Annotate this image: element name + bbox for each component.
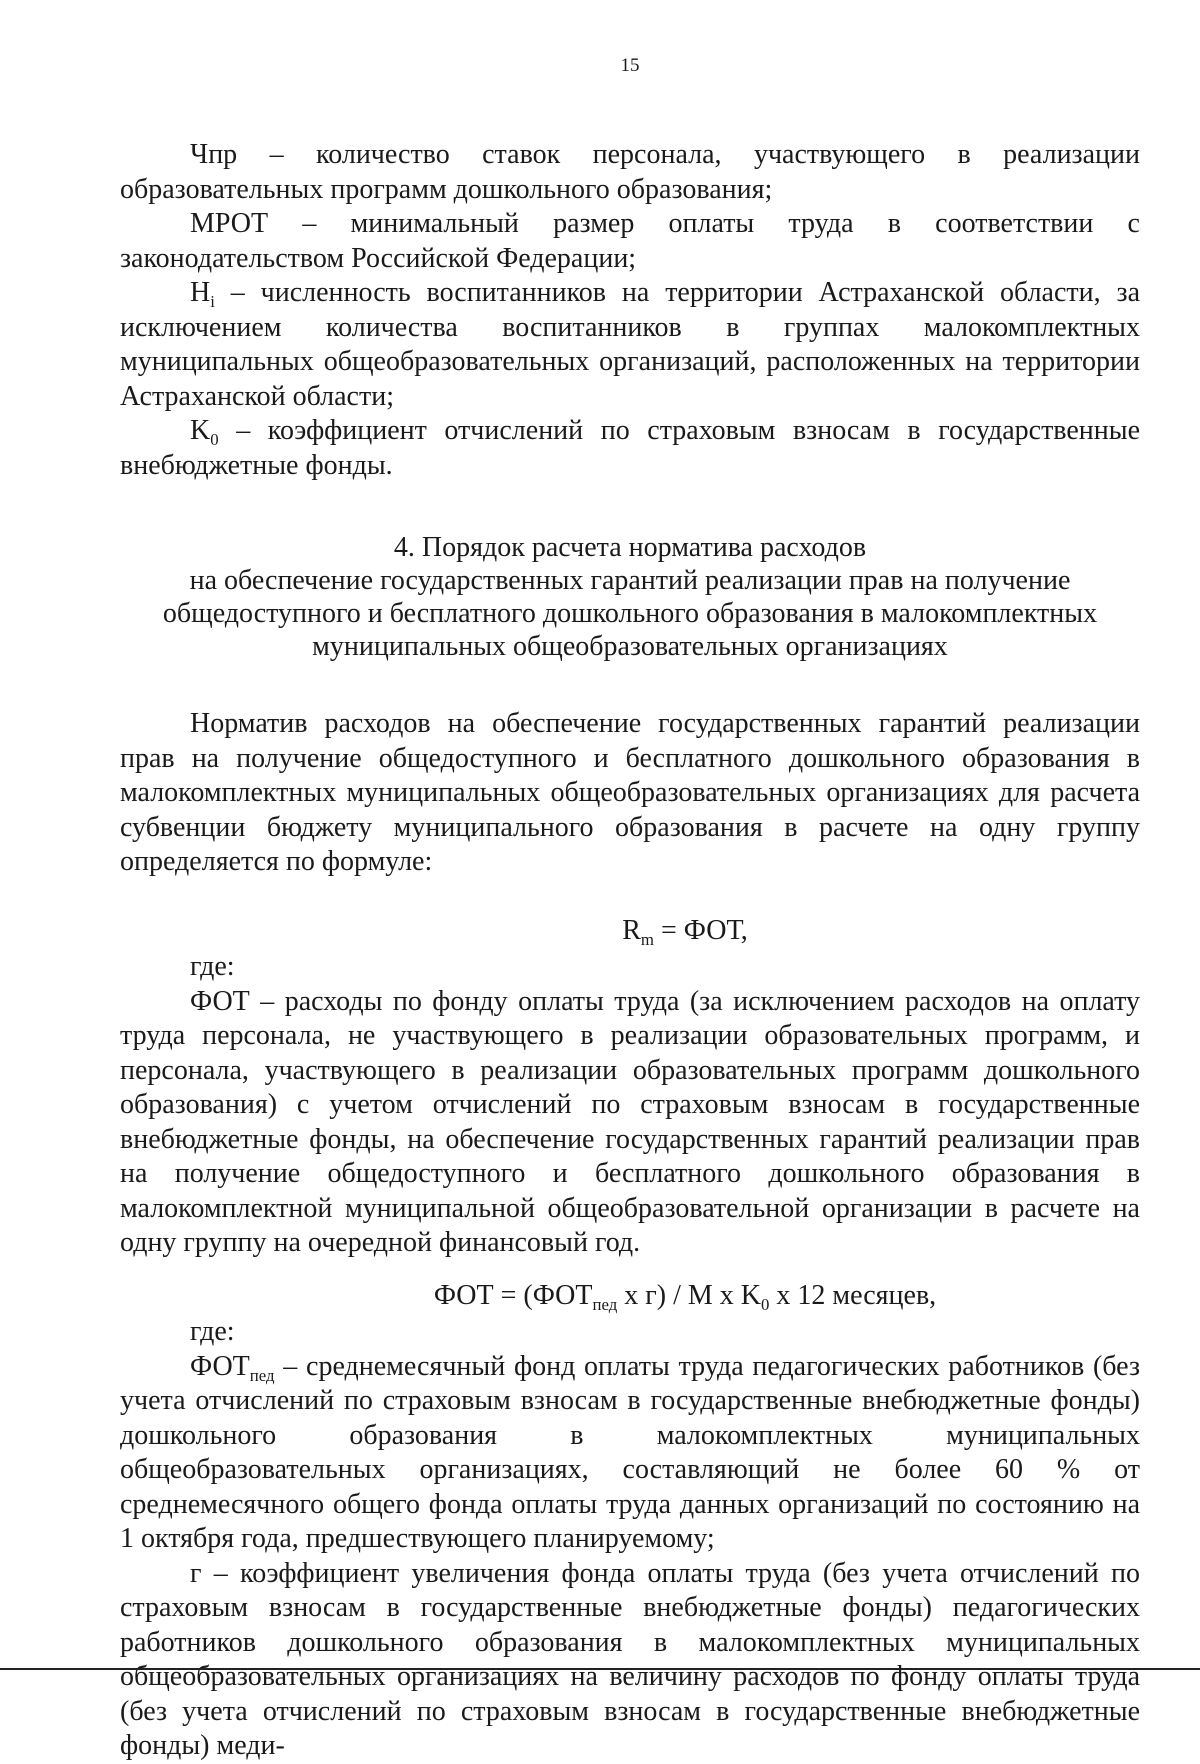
hi-symbol: H <box>190 277 211 308</box>
where-label-2: где: <box>190 1316 235 1347</box>
formula-fot <box>120 1279 1140 1314</box>
k0-symbol: K <box>190 415 211 446</box>
hi-text: – численность воспитанников на территории Астраханской области, за исключением количества воспитанников в группах малокомплектных муниципальных общеобразовательных организаций, расположенных на территории Астраханской области; <box>120 277 1140 412</box>
definition-fot: ФОТ – расходы по фонду оплаты труда (за исключением расходов на оплату труда персонала, не участвующего в реализации образовательных программ, и персонала, участвующего в реализации образовательных программ дошкольного образования) с учетом отчислений по страховым взносам в государственные внебюджетные фонды, на обеспечение государственных гарантий реализации прав на получение общедоступного и бесплатного дошкольного образования в малокомплектной муниципальной общеобразовательной организации в расчете на одну группу на очередной финансовый год. <box>120 985 1140 1258</box>
formula-fot-subscript-0: 0 <box>760 1294 770 1314</box>
formula-fot-part-2: x г) / М x K <box>617 1279 761 1311</box>
formula-fot-part-1: ФОТ = (ФОТ <box>433 1279 593 1311</box>
k0-text: – коэффициент отчислений по страховым взносам в государственные внебюджетные фонды. <box>120 415 1140 481</box>
k0-subscript: 0 <box>210 429 219 449</box>
definition-mrot: МРОТ – минимальный размер оплаты труда в соответствии с законодательством Российской Федерации; <box>120 208 1140 274</box>
formula-fot-subscript-ped: пед <box>592 1294 618 1314</box>
fotped-symbol: ФОТ <box>190 1350 250 1382</box>
hi-subscript: i <box>210 291 215 311</box>
fotped-subscript: пед <box>249 1365 275 1385</box>
section-heading-line-3: общедоступного и бесплатного дошкольного образования в малокомплектных <box>162 598 1098 629</box>
fotped-text: – среднемесячный фонд оплаты труда педагогических работников (без учета отчислений по страховым взносам в государственные внебюджетные фонды) дошкольного образования в малокомплектных муниципальных общеобразовательных организациях, составляющий не более 60 % от среднемесячного общего фонда оплаты труда данных организаций по состоянию на 1 октября года, предшествующего планируемому; <box>120 1350 1140 1554</box>
section-heading-line-2: на обеспечение государственных гарантий реализации прав на получение <box>189 565 1071 596</box>
formula-rm-rhs: = ФОТ, <box>653 914 748 946</box>
formula-rm-subscript: m <box>640 929 654 949</box>
intro-paragraph: Норматив расходов на обеспечение государственных гарантий реализации прав на получение общедоступного и бесплатного дошкольного образования в малокомплектных муниципальных общеобразовательных организациях для расчета субвенции бюджету муниципального образования в расчете на одну группу определяется по формуле: <box>120 708 1140 877</box>
formula-rm <box>120 914 1140 949</box>
page-number: 15 <box>620 55 640 76</box>
definition-fotped <box>120 1350 1140 1557</box>
section-heading-line-4: муниципальных общеобразовательных организациях <box>312 631 948 662</box>
definition-k0 <box>120 414 1140 483</box>
where-label-1: где: <box>190 951 235 982</box>
section-heading-line-1: 4. Порядок расчета норматива расходов <box>393 532 867 563</box>
footer-divider <box>0 1668 1200 1670</box>
document-page <box>120 54 1140 1764</box>
definition-chpr: Чпр – количество ставок персонала, участвующего в реализации образовательных программ дошкольного образования; <box>120 139 1140 205</box>
definition-hi <box>120 276 1140 414</box>
formula-fot-part-3: x 12 месяцев, <box>769 1279 937 1311</box>
definition-g: г – коэффициент увеличения фонда оплаты труда (без учета отчислений по страховым взносам в государственные внебюджетные фонды) педагогических работников дошкольного образования в малокомплектных муниципальных общеобразовательных организациях на величину расходов по фонду оплаты труда (без учета отчислений по страховым взносам в государственные внебюджетные фонды) меди- <box>120 1557 1140 1761</box>
section-heading <box>120 531 1140 663</box>
formula-rm-lhs: R <box>622 914 641 946</box>
